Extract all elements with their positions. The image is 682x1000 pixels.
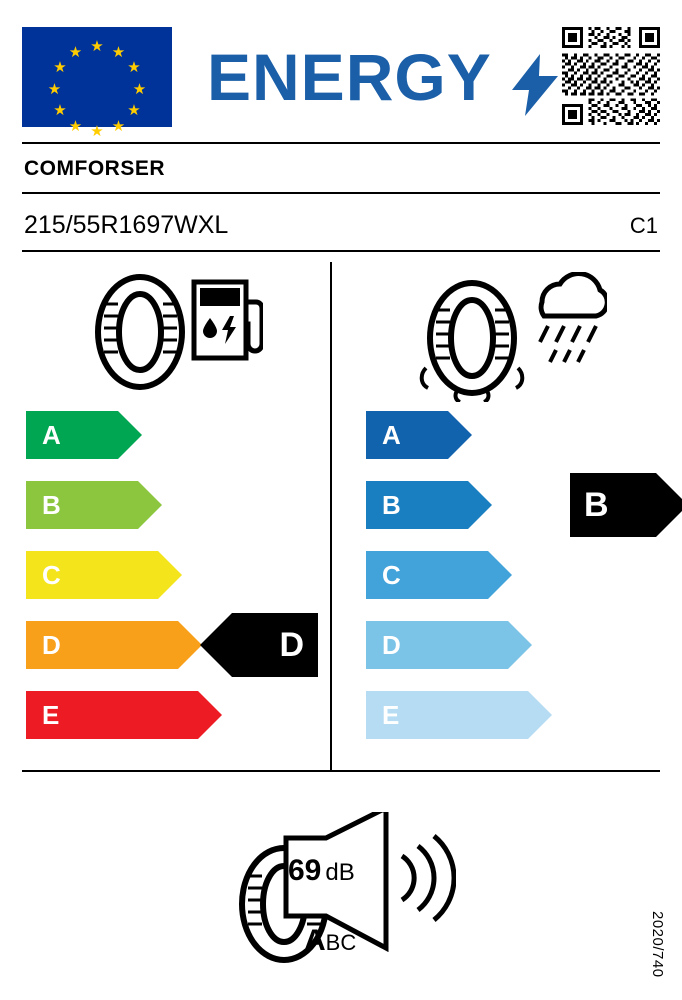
qr-code-icon: [562, 27, 660, 125]
fuel-grade-label: D: [42, 629, 61, 660]
noise-value: 69 dB: [288, 854, 355, 887]
eu-star: ★: [90, 38, 104, 55]
fuel-grade-label: B: [42, 489, 61, 520]
eu-star: ★: [68, 117, 83, 135]
wetgrip-grade-label: A: [382, 419, 401, 450]
energy-title: ENERGY: [207, 40, 492, 114]
eu-star: ★: [132, 80, 147, 98]
noise-section: [228, 812, 458, 977]
fuel-efficiency-pictogram: [88, 272, 263, 392]
wetgrip-grade-row: [366, 411, 448, 459]
fuel-grade-row: [26, 411, 118, 459]
wetgrip-grade-row: [366, 621, 508, 669]
fuel-pump-icon: [194, 282, 262, 358]
fuel-grade-label: A: [42, 419, 61, 450]
eu-star: ★: [127, 59, 141, 76]
lightning-bolt-icon: [512, 54, 558, 116]
fuel-grade-label: E: [42, 699, 60, 730]
regulation-number: 2020/740: [649, 911, 666, 978]
eu-star: ★: [111, 117, 126, 135]
divider-supplier: [22, 192, 660, 194]
eu-star: ★: [68, 43, 83, 61]
wetgrip-grade-row: [366, 481, 468, 529]
fuel-grade-row: [26, 691, 198, 739]
divider-type: [22, 250, 660, 252]
divider-top: [22, 142, 660, 144]
tyre-class: C1: [629, 213, 658, 238]
eu-star: ★: [47, 80, 62, 98]
eu-flag-icon: [22, 27, 172, 140]
divider-noise: [22, 770, 660, 772]
wetgrip-grade-label: C: [382, 559, 401, 590]
eu-star: ★: [53, 102, 67, 119]
wetgrip-grade-label: E: [382, 699, 400, 730]
label-header: [22, 22, 660, 140]
tyre-icon: [98, 277, 182, 387]
fuel-grade-label: C: [42, 559, 61, 590]
fuel-grade-row: [26, 551, 158, 599]
wetgrip-grade-row: [366, 691, 528, 739]
wetgrip-selected-grade: B: [570, 473, 656, 537]
noise-class: ABC: [304, 924, 357, 957]
eu-star: ★: [53, 59, 67, 76]
fuel-grade-row: [26, 481, 138, 529]
eu-star: ★: [127, 102, 141, 119]
supplier-name: COMFORSER: [24, 157, 165, 180]
wetgrip-grade-row: [366, 551, 488, 599]
eu-star: ★: [111, 43, 126, 61]
tyre-type-identifier: 215/55R1697WXL: [24, 211, 229, 239]
wetgrip-grade-label: B: [382, 489, 401, 520]
fuel-selected-grade: D: [232, 613, 318, 677]
wet-grip-pictogram: [412, 272, 607, 402]
fuel-grade-row: [26, 621, 178, 669]
wetgrip-grade-label: D: [382, 629, 401, 660]
rain-cloud-icon: [540, 274, 607, 362]
tyre-icon: [422, 283, 523, 402]
eu-star: ★: [90, 123, 104, 140]
divider-vertical: [330, 262, 332, 772]
